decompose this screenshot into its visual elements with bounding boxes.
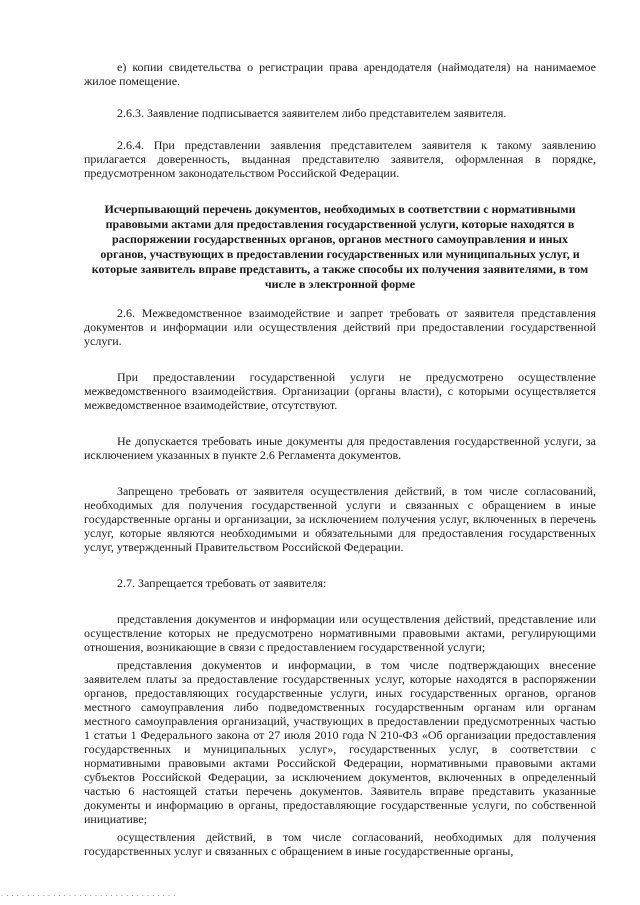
section-heading: Исчерпывающий перечень документов, необходимых в соответствии с нормативными правовыми актами для предоставления государственной услуги, которые находятся в распоряжении государственных органов, органов местного самоуправления и иных органов, участвующих в предоставлении государственных или муниципальных услуг, и которые заявитель вправе представить, а также способы их получения заявителями, в том числе в электронной форме (91, 202, 589, 291)
paragraph-2-6-3: 2.6.3. Заявление подписывается заявителем либо представителем заявителя. (117, 106, 507, 120)
paragraph-interagency: При предоставлении государственной услуги не предусмотрено осуществление межведомственного взаимодействия. Организации (органы власти), с которыми осуществляется межведомственное взаимодействие, отсутствуют. (84, 370, 596, 412)
list-item-1: представления документов и информации или осуществления действий, представление или осуществление которых не предусмотрено нормативными правовыми актами, регулирующими отношения, возникающие в связи с предоставлением государственной услуги; (84, 612, 596, 654)
paragraph-2-6: 2.6. Межведомственное взаимодействие и запрет требовать от заявителя представления документов и информации или осуществления действий при предоставлении государственной услуги. (84, 306, 596, 348)
paragraph-forbidden-actions: Запрещено требовать от заявителя осуществления действий, в том числе согласований, необходимых для получения государственной услуги и связанных с обращением в иные государственные органы и организации, за исключением получения услуг, включенных в перечень услуг, которые являются необходимыми и обязательными для предоставления государственных услуг, утвержденный Правительством Российской Федерации. (84, 484, 596, 554)
paragraph-2-6-4: 2.6.4. При представлении заявления представителем заявителя к такому заявлению прилагается доверенность, выданная представителю заявителя, оформленная в порядке, предусмотренном законодательством Российской Федерации. (84, 138, 596, 180)
paragraph-2-7: 2.7. Запрещается требовать от заявителя: (117, 576, 327, 590)
list-item-2: представления документов и информации, в том числе подтверждающих внесение заявителем платы за предоставление государственных услуг, которые находятся в распоряжении органов, предоставляющих государственные услуги, иных государственных органов, органов местного самоуправления либо подведомственных государственным органам или органам местного самоуправления организаций, участвующих в предоставлении предусмотренных частью 1 статьи 1 Федерального закона от 27 июля 2010 года N 210-ФЗ «Об организации предоставления государственных и муниципальных услуг», государственных услуг, в соответствии с нормативными правовыми актами Российской Федерации, нормативными правовыми актами субъектов Российской Федерации, за исключением документов, включенных в определенный частью 6 настоящей статьи перечень документов. Заявитель вправе представить указанные документы и информацию в органы, предоставляющие государственные услуги, по собственной инициативе; (84, 658, 596, 826)
list-item-3: осуществления действий, в том числе согласований, необходимых для получения государственных услуг и связанных с обращением в иные государственные органы, (84, 830, 596, 858)
scan-edge-mark: .................................. (0, 890, 178, 898)
paragraph-no-other-docs: Не допускается требовать иные документы для предоставления государственной услуги, за исключением указанных в пункте 2.6 Регламента документов. (84, 434, 596, 462)
paragraph-item-e: е) копии свидетельства о регистрации права арендодателя (наймодателя) на нанимаемое жилое помещение. (84, 60, 596, 88)
